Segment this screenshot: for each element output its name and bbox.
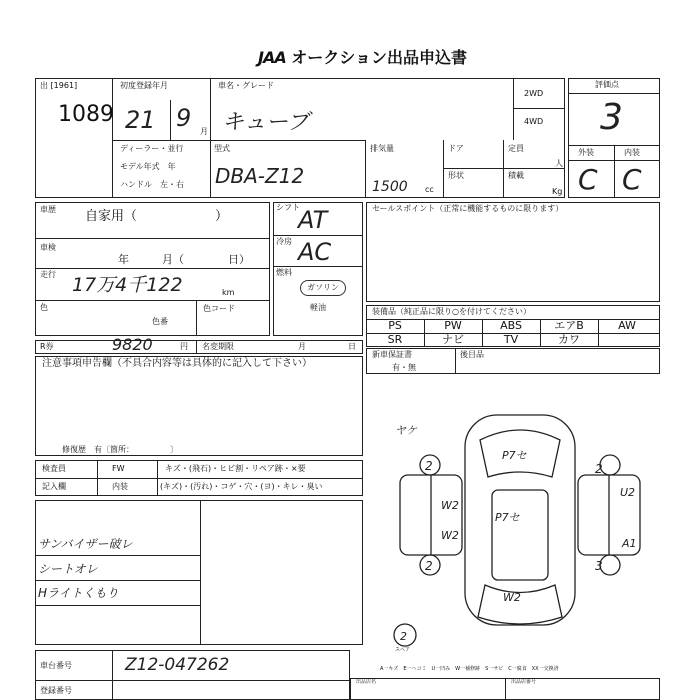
mark-rear: W2 (503, 591, 521, 604)
fw-label: FW (112, 464, 125, 473)
displacement-value: 1500 (372, 179, 408, 195)
first-reg-year: 21 (125, 106, 156, 134)
sales-point-label: セールスポイント（正常に機能するものに限ります） (372, 204, 564, 213)
dealer-line-3: ハンドル 左・右 (120, 180, 184, 189)
usage-label: 車歴 (40, 205, 56, 214)
inspector-label: 検査員 (42, 464, 66, 473)
drive-4wd: 4WD (524, 117, 544, 126)
mark-hood: P7セ (502, 449, 527, 462)
model-label: 型式 (214, 144, 230, 153)
inspection-value: 年 月（ 日） (118, 253, 250, 266)
deadline-month: 月 (298, 342, 306, 351)
first-reg-month: 9 (176, 104, 192, 132)
wheel-front-right (600, 455, 620, 475)
recycle-label: R券 (40, 342, 54, 351)
model-value: DBA-Z12 (215, 164, 305, 188)
equip-navi: ナビ (442, 333, 464, 346)
mileage-label: 走行 (40, 270, 56, 279)
spare-label: スペア (395, 647, 411, 653)
dealer-line-1: ディーラー・並行 (120, 144, 184, 153)
month-unit: 月 (200, 127, 208, 136)
interior-items: (キズ)・(汚れ)・コゲ・穴・(ヨ)・キレ・臭い (160, 482, 323, 491)
deadline-day: 日 (348, 342, 356, 351)
first-reg-label: 初度登録年月 (120, 81, 168, 90)
aircon-value: AC (298, 238, 332, 266)
mark-left-door-1: W2 (441, 499, 459, 512)
capacity-label: 定員 (508, 144, 524, 153)
color-label: 色 (40, 303, 48, 312)
mileage-value: 17万4千122 (72, 274, 183, 296)
mark-rr: 3 (595, 559, 603, 573)
usage-value: 自家用（ ） (85, 209, 229, 224)
warranty-value: 有・無 (392, 363, 416, 372)
repair-history: 修復歴 有〔箇所： 〕 (62, 445, 178, 454)
chassis-number: Z12-047262 (125, 655, 230, 675)
load-label: 積載 (508, 171, 524, 180)
displacement-label: 排気量 (370, 144, 394, 153)
aftermarket-label: 後目品 (460, 350, 484, 359)
dealer-line-2: モデル年式 年 (120, 162, 176, 171)
recycle-row (35, 340, 363, 354)
shift-value: AT (298, 206, 328, 234)
color-code-label: 色コード (203, 304, 235, 313)
dealer-number-label: 出品店番号 (511, 679, 537, 685)
form-title (258, 50, 467, 66)
interior-score: C (622, 163, 642, 196)
mileage-unit: km (222, 288, 235, 297)
mark-burn: ヤケ (395, 424, 417, 437)
equipment-label: 装備品（純正品に限り○を付けてください） (372, 307, 531, 316)
equip-sr: SR (387, 333, 403, 346)
aircon-label: 冷房 (276, 237, 292, 246)
warranty-label: 新車保証書 (372, 350, 412, 359)
fuel-label: 燃料 (276, 268, 292, 277)
chassis-label: 車台番号 (40, 661, 72, 670)
capacity-unit: 人 (555, 159, 563, 168)
interior-entry-label: 内装 (112, 482, 128, 491)
damage-legend: A一キズ E一ヘコミ U一凹み W一補修跡 S一サビ C一腐食 XX一交換済 (380, 666, 559, 672)
wheel-rear-right (600, 555, 620, 575)
mark-rl: 2 (425, 559, 433, 573)
memo-line-2: シートオレ (38, 562, 98, 576)
recycle-unit: 円 (180, 342, 188, 351)
lot-number: 1089 (58, 102, 114, 127)
memo-line-1: サンバイザー破レ (38, 537, 133, 551)
mark-spare: 2 (400, 630, 407, 643)
fuel-value-circled: ガソリン (300, 280, 346, 296)
exterior-score: C (578, 163, 598, 196)
jaa-logo: JAA (258, 48, 286, 67)
displacement-unit: cc (425, 185, 434, 194)
load-unit: Kg (552, 187, 563, 196)
exhibit-label: 出 [1961] (40, 81, 78, 90)
mark-fl: 2 (425, 459, 433, 473)
plate-label: 登録番号 (40, 686, 72, 695)
equip-aw: AW (618, 319, 636, 332)
dealer-name-label: 出品店名 (356, 679, 377, 685)
recycle-value: 9820 (112, 335, 153, 354)
mark-fr: 2 (595, 462, 603, 476)
equip-leather: カワ (558, 333, 580, 346)
score-label: 評価点 (595, 80, 619, 89)
equip-abs: ABS (500, 319, 522, 332)
equip-airbag: エアB (554, 319, 584, 332)
mark-right-a1: A1 (622, 537, 637, 550)
score-value: 3 (600, 97, 623, 138)
equip-ps: PS (388, 319, 402, 332)
drive-2wd: 2WD (524, 89, 544, 98)
exterior-label: 外装 (578, 148, 594, 157)
memo-line-3: Hライトくもり (38, 586, 119, 600)
car-damage-diagram (380, 395, 670, 655)
notes-label: 注意事項申告欄（不具合内容等は具体的に記入して下さい） (42, 358, 312, 369)
entry-label: 記入欄 (42, 482, 66, 491)
door-label: ドア (448, 144, 464, 153)
car-roof (492, 490, 548, 580)
car-name-value: キューブ (222, 110, 309, 135)
name-change-label: 名変期限 (202, 342, 234, 351)
interior-label: 内装 (624, 148, 640, 157)
title-text: オークション出品申込書 (291, 48, 467, 67)
mark-roof: P7セ (495, 511, 520, 524)
shift-label: シフト (276, 203, 300, 212)
notes-box (35, 356, 363, 456)
equip-pw: PW (444, 319, 462, 332)
color-number-label: 色番 (152, 317, 168, 326)
mark-right-u2: U2 (620, 486, 636, 499)
sales-point-box (366, 202, 660, 302)
mark-left-door-2: W2 (441, 529, 459, 542)
equip-tv: TV (503, 333, 519, 346)
car-name-label: 車名・グレード (218, 81, 274, 90)
fw-items: キズ・(飛石)・ヒビ割・リペア跡・×要 (165, 464, 306, 473)
diesel-label: 軽油 (310, 303, 326, 312)
inspection-label: 車検 (40, 243, 56, 252)
shape-label: 形状 (448, 171, 464, 180)
